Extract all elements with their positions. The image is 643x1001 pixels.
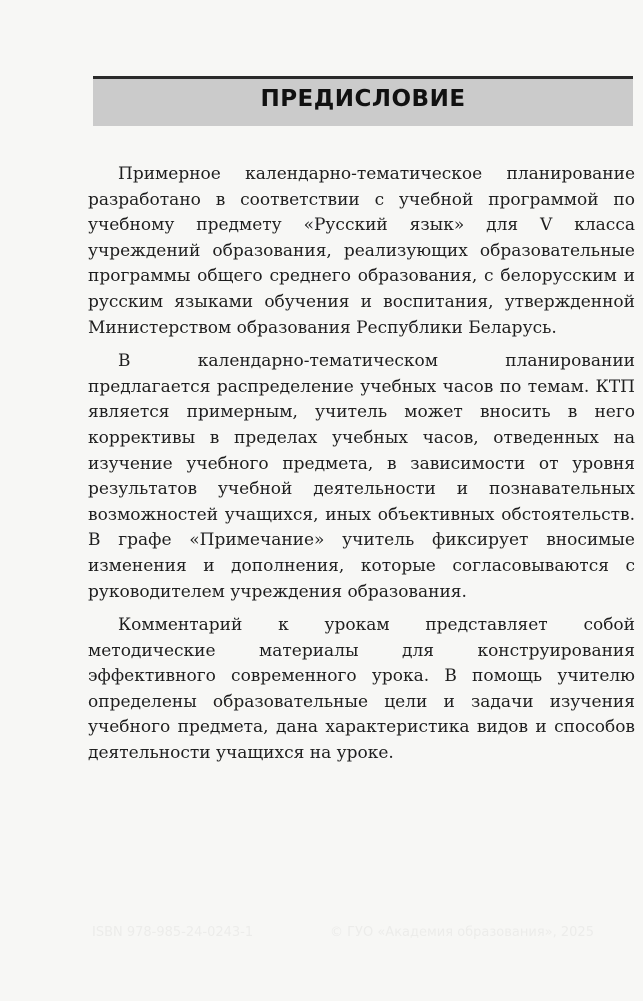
show-through-copyright: © ГУО «Академия образования», 2025 [330,925,594,940]
heading-band [93,76,633,126]
body-text [88,162,635,775]
show-through-isbn: ISBN 978-985-24-0243-1 [92,925,254,940]
paragraph-3: Комментарий к урокам представляет собой методические материалы для конструирования эффективного современного урока. В помощь учителю определены образовательные цели и задачи изучения учебного предмета, дана характеристика видов и способов деятельности учащихся на уроке. [88,615,635,764]
paragraph-2: В календарно-тематическом планировании предлагается распределение учебных часов по темам. КТП является примерным, учитель может вносить в него коррективы в пределах учебных часов, отведенных на изучение учебного предмета, в зависимости от уровня результатов учебной деятельности и познавательных возможностей учащихся, иных объективных обстоятельств. В графе «Примечание» учитель фиксирует вносимые изменения и дополнения, которые согласовываются с руководителем учреждения образования. [88,351,635,602]
page-title: ПРЕДИСЛОВИЕ [260,86,466,112]
paragraph-1: Примерное календарно-тематическое планирование разработано в соответствии с учебной программой по учебному предмету «Русский язык» для V класса учреждений образования, реализующих образовательные программы общего среднего образования, с белорусским и русским языками обучения и воспитания, утвержденной Министерством образования Республики Беларусь. [88,164,635,338]
